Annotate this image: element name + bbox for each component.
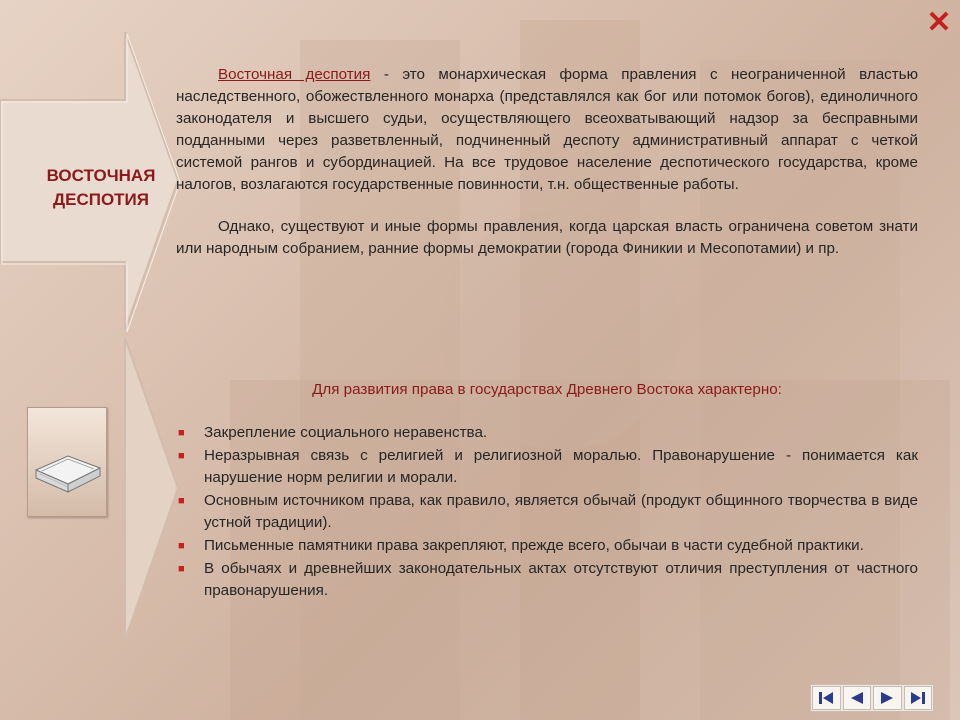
list-item-text: В обычаях и древнейших законодательных актах отсутствуют отличия преступления от частного правонарушения.	[204, 560, 918, 599]
list-item	[176, 558, 918, 602]
next-icon	[877, 690, 897, 706]
section-heading: Для развития права в государствах Древнего Востока характерно:	[312, 381, 782, 398]
bullet-icon: ■	[178, 450, 185, 462]
list-item-text: Закрепление социального неравенства.	[204, 424, 488, 441]
definition-term[interactable]: Восточная деспотия	[218, 66, 371, 83]
bullet-icon: ■	[178, 495, 185, 507]
book-icon	[28, 408, 106, 516]
close-icon: ✕	[926, 6, 952, 39]
close-button[interactable]	[922, 6, 956, 40]
list-item-text: Неразрывная связь с религией и религиозной моралью. Правонарушение - понимается как нарушение норм религии и морали.	[204, 447, 918, 486]
list-item-text: Письменные памятники права закрепляют, прежде всего, обычаи в части судебной практики.	[204, 537, 864, 554]
side-title: ВОСТОЧНАЯ ДЕСПОТИЯ	[46, 166, 156, 209]
note-paragraph: Однако, существуют и иные формы правления, когда царская власть ограничена советом знати или народным собранием, ранние формы демократии (города Финикии и Месопотамии) и пр.	[176, 218, 918, 257]
list-item	[176, 422, 918, 444]
last-slide-button[interactable]	[904, 686, 933, 710]
bullet-list	[176, 422, 918, 603]
first-icon	[816, 690, 836, 706]
definition-text: - это монархическая форма правления с неограниченной властью наследственного, обожествленного монарха (представлялся как бог или потомок богов), единоличного законодателя и высшего судьи, осуществляющего всеохватывающий надзор за бесправными подданными через разветвленный, подчиненный деспоту административный аппарат с четкой системой рангов и субординацией. На все трудовое население деспотического государства, кроме налогов, возлагаются государственные повинности, т.н. общественные работы.	[176, 66, 918, 193]
next-slide-button[interactable]	[873, 686, 902, 710]
prev-slide-button[interactable]	[843, 686, 872, 710]
bullet-icon: ■	[178, 427, 185, 439]
first-slide-button[interactable]	[812, 686, 841, 710]
list-item	[176, 490, 918, 534]
navigation-bar	[810, 684, 934, 712]
list-item	[176, 535, 918, 557]
prev-icon	[847, 690, 867, 706]
definition-paragraph	[176, 64, 918, 196]
list-item	[176, 445, 918, 489]
bullet-icon: ■	[178, 540, 185, 552]
bullet-icon: ■	[178, 563, 185, 575]
book-image	[27, 407, 107, 517]
last-icon	[908, 690, 928, 706]
side-arrow-panel	[0, 0, 180, 720]
main-content	[176, 64, 918, 260]
list-item-text: Основным источником права, как правило, является обычай (продукт общинного творчества в виде устной традиции).	[204, 492, 918, 531]
